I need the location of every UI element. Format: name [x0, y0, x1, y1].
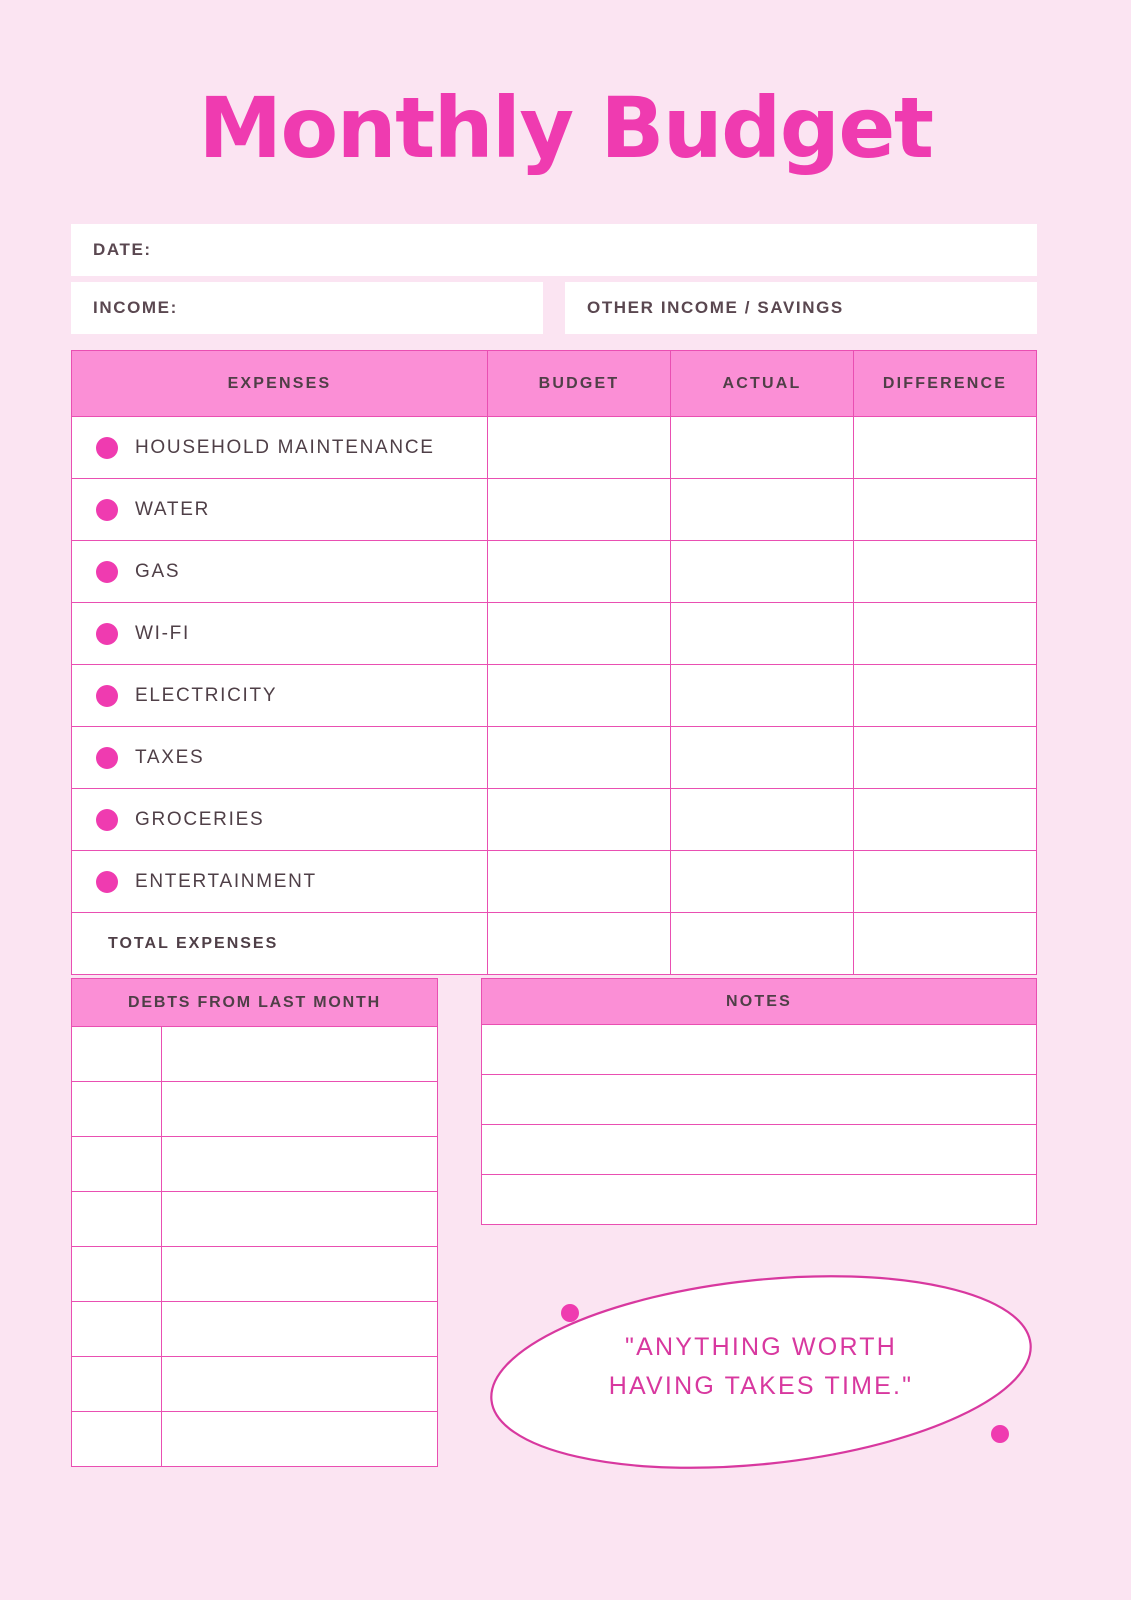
- expense-label: HOUSEHOLD MAINTENANCE: [135, 436, 435, 458]
- expenses-table: [71, 350, 1037, 975]
- list-item: [482, 1075, 1037, 1125]
- debt-amount-cell[interactable]: [72, 1412, 162, 1467]
- bullet-dot-icon: [96, 871, 118, 893]
- total-actual-cell: [671, 913, 854, 975]
- debt-amount-cell[interactable]: [72, 1192, 162, 1247]
- table-row: [72, 1192, 438, 1247]
- debts-table: [71, 978, 438, 1467]
- bullet-dot-icon: [96, 685, 118, 707]
- note-line-cell[interactable]: [482, 1175, 1037, 1225]
- expense-budget-cell[interactable]: [488, 417, 671, 479]
- expense-name-cell: [72, 479, 488, 541]
- debt-amount-cell[interactable]: [72, 1082, 162, 1137]
- expense-difference-cell[interactable]: [854, 479, 1037, 541]
- notes-table: [481, 978, 1037, 1225]
- bullet-dot-icon: [96, 747, 118, 769]
- expense-name-cell: [72, 417, 488, 479]
- expense-label: TAXES: [135, 746, 205, 768]
- expense-label: GAS: [135, 560, 181, 582]
- expense-difference-cell[interactable]: [854, 851, 1037, 913]
- income-field-row: [71, 282, 1037, 334]
- debt-amount-cell[interactable]: [72, 1357, 162, 1412]
- expense-difference-cell[interactable]: [854, 541, 1037, 603]
- quote-line-1: "ANYTHING WORTH: [625, 1333, 897, 1361]
- note-line-cell[interactable]: [482, 1125, 1037, 1175]
- page-title: Monthly Budget: [198, 79, 933, 177]
- expense-difference-cell[interactable]: [854, 789, 1037, 851]
- expense-difference-cell[interactable]: [854, 665, 1037, 727]
- date-field-row: [71, 224, 1037, 276]
- bullet-dot-icon: [96, 437, 118, 459]
- field-gap: [543, 282, 565, 334]
- list-item: [482, 1025, 1037, 1075]
- expense-actual-cell[interactable]: [671, 665, 854, 727]
- expense-name-cell: [72, 665, 488, 727]
- expense-name-cell: [72, 727, 488, 789]
- header-expenses: EXPENSES: [72, 351, 488, 417]
- header-budget: BUDGET: [488, 351, 671, 417]
- expense-budget-cell[interactable]: [488, 665, 671, 727]
- other-income-field[interactable]: OTHER INCOME / SAVINGS: [565, 282, 1037, 334]
- expenses-header-row: [72, 351, 1037, 417]
- bullet-dot-icon: [96, 561, 118, 583]
- total-budget-cell: [488, 913, 671, 975]
- debts-header-row: [72, 979, 438, 1027]
- expense-actual-cell[interactable]: [671, 851, 854, 913]
- bullet-dot-icon: [96, 623, 118, 645]
- expense-label: GROCERIES: [135, 808, 265, 830]
- table-row: [72, 417, 1037, 479]
- debt-description-cell[interactable]: [162, 1357, 438, 1412]
- table-row: [72, 851, 1037, 913]
- debt-description-cell[interactable]: [162, 1302, 438, 1357]
- expense-budget-cell[interactable]: [488, 789, 671, 851]
- expense-actual-cell[interactable]: [671, 727, 854, 789]
- expense-label: WATER: [135, 498, 210, 520]
- debt-amount-cell[interactable]: [72, 1137, 162, 1192]
- table-row: [72, 603, 1037, 665]
- debt-amount-cell[interactable]: [72, 1302, 162, 1357]
- notes-header-row: [482, 979, 1037, 1025]
- notes-title: NOTES: [482, 979, 1037, 1025]
- debts-title: DEBTS FROM LAST MONTH: [72, 979, 438, 1027]
- header-actual: ACTUAL: [671, 351, 854, 417]
- debt-amount-cell[interactable]: [72, 1247, 162, 1302]
- total-difference-cell: [854, 913, 1037, 975]
- table-row: [72, 541, 1037, 603]
- expense-budget-cell[interactable]: [488, 479, 671, 541]
- expense-actual-cell[interactable]: [671, 479, 854, 541]
- note-line-cell[interactable]: [482, 1025, 1037, 1075]
- debt-description-cell[interactable]: [162, 1192, 438, 1247]
- expense-actual-cell[interactable]: [671, 541, 854, 603]
- expense-actual-cell[interactable]: [671, 603, 854, 665]
- debt-description-cell[interactable]: [162, 1137, 438, 1192]
- table-row: [72, 479, 1037, 541]
- table-row: [72, 1082, 438, 1137]
- debt-description-cell[interactable]: [162, 1082, 438, 1137]
- date-field[interactable]: DATE:: [71, 224, 1037, 276]
- header-difference: DIFFERENCE: [854, 351, 1037, 417]
- table-row: [72, 1412, 438, 1467]
- income-field[interactable]: INCOME:: [71, 282, 543, 334]
- debt-description-cell[interactable]: [162, 1027, 438, 1082]
- table-row: [72, 727, 1037, 789]
- table-row: [72, 1027, 438, 1082]
- expense-label: ENTERTAINMENT: [135, 870, 317, 892]
- expense-difference-cell[interactable]: [854, 603, 1037, 665]
- list-item: [482, 1125, 1037, 1175]
- expense-budget-cell[interactable]: [488, 541, 671, 603]
- debt-amount-cell[interactable]: [72, 1027, 162, 1082]
- expense-actual-cell[interactable]: [671, 417, 854, 479]
- bullet-dot-icon: [96, 499, 118, 521]
- total-expenses-label: TOTAL EXPENSES: [72, 913, 488, 975]
- expense-budget-cell[interactable]: [488, 727, 671, 789]
- expense-difference-cell[interactable]: [854, 417, 1037, 479]
- expense-actual-cell[interactable]: [671, 789, 854, 851]
- quote-line-2: HAVING TAKES TIME.": [608, 1371, 914, 1400]
- debt-description-cell[interactable]: [162, 1247, 438, 1302]
- expense-name-cell: [72, 851, 488, 913]
- table-row: [72, 1357, 438, 1412]
- table-row: [72, 789, 1037, 851]
- quote-badge: [481, 1272, 1041, 1472]
- quote-text: [481, 1328, 1041, 1406]
- expense-budget-cell[interactable]: [488, 603, 671, 665]
- table-row: [72, 1302, 438, 1357]
- expense-name-cell: [72, 603, 488, 665]
- total-expenses-row: [72, 913, 1037, 975]
- bullet-dot-icon: [96, 809, 118, 831]
- expense-name-cell: [72, 789, 488, 851]
- expense-label: ELECTRICITY: [135, 684, 278, 706]
- note-line-cell[interactable]: [482, 1075, 1037, 1125]
- table-row: [72, 1137, 438, 1192]
- list-item: [482, 1175, 1037, 1225]
- expense-budget-cell[interactable]: [488, 851, 671, 913]
- expense-name-cell: [72, 541, 488, 603]
- expense-difference-cell[interactable]: [854, 727, 1037, 789]
- table-row: [72, 665, 1037, 727]
- debt-description-cell[interactable]: [162, 1412, 438, 1467]
- table-row: [72, 1247, 438, 1302]
- expense-label: WI-FI: [135, 622, 190, 644]
